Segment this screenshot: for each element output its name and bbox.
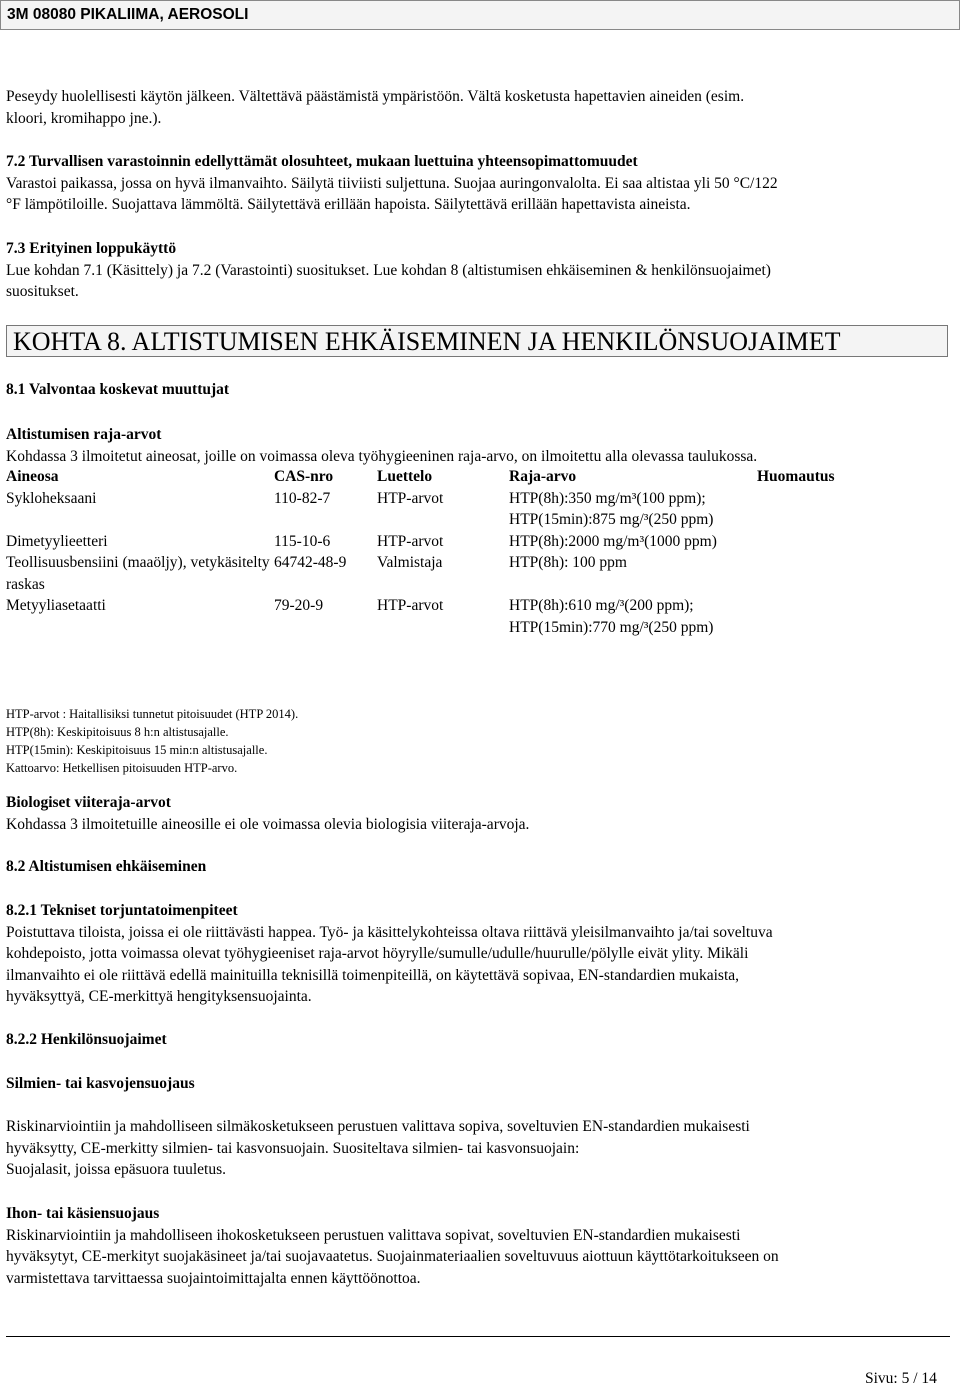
section-8-banner	[6, 325, 948, 357]
table-cell: HTP(8h):350 mg/m³(100 ppm); HTP(15min):875 mg/³(250 ppm)	[509, 489, 714, 528]
section-heading: 8.1 Valvontaa koskevat muuttujat	[6, 381, 230, 398]
column-header: Aineosa	[6, 468, 59, 485]
subsection-heading: Silmien- tai kasvojensuojaus	[6, 1075, 195, 1092]
column-header: Huomautus	[757, 468, 835, 485]
text-line: varmistettava tarvittaessa suojaintoimittajalta ennen käyttöönottoa.	[6, 1269, 421, 1287]
section-7-3	[6, 238, 951, 303]
biological-limits	[6, 792, 951, 835]
text-line: Poistuttava tiloista, joissa ei ole riittävästi happea. Työ- ja käsittelykohteissa oltava riittävä yleisilmanvaihto ja/tai soveltuva	[6, 923, 773, 941]
footer-divider	[6, 1336, 950, 1337]
table-cell: HTP(8h):2000 mg/m³(1000 ppm)	[509, 532, 717, 550]
section-heading: 8.2 Altistumisen ehkäiseminen	[6, 858, 207, 875]
text-line: Suojalasit, joissa epäsuora tuuletus.	[6, 1161, 226, 1178]
table-cell: HTP(8h):610 mg/³(200 ppm); HTP(15min):770 mg/³(250 ppm)	[509, 597, 714, 636]
eye-protection	[6, 1073, 951, 1095]
text-line: ilmanvaihto ei ole riittävä edellä mainituilla teknisillä toimenpiteillä, on käytettävä sopivaa, EN-standardien mukaista,	[6, 966, 740, 984]
section-8-2-1	[6, 900, 951, 1008]
section-heading: 8.2.1 Tekniset torjuntatoimenpiteet	[6, 902, 238, 919]
hand-protection	[6, 1203, 951, 1289]
document-header	[0, 0, 960, 30]
exposure-limits	[6, 424, 951, 467]
section-8-1	[6, 379, 951, 401]
section-7-2	[6, 151, 951, 216]
table-cell: HTP-arvot	[377, 489, 444, 507]
text-line: Kohdassa 3 ilmoitetut aineosat, joille on voimassa oleva työhygieeninen raja-arvo, on ilmoitettu alla olevassa taulukossa.	[6, 447, 758, 465]
table-notes	[6, 705, 298, 777]
text-line: Lue kohdan 7.1 (Käsittely) ja 7.2 (Varastointi) suositukset. Lue kohdan 8 (altistumisen ehkäiseminen & henkilönsuojaimet)	[6, 261, 771, 279]
table-cell: HTP(8h): 100 ppm	[509, 554, 627, 571]
note-line: HTP-arvot : Haitallisiksi tunnetut pitoisuudet (HTP 2014).	[6, 707, 299, 721]
text-line: Riskinarviointiin ja mahdolliseen ihokosketukseen perustuen valittava sopivat, soveltuvien EN-standardien mukaisesti	[6, 1226, 741, 1244]
text-line: Varastoi paikassa, jossa on hyvä ilmanvaihto. Säilytä tiiviisti suljettuna. Suojaa auringonvalolta. Ei saa altistaa yli 50 °C/122	[6, 174, 778, 192]
subsection-heading: Ihon- tai käsiensuojaus	[6, 1205, 160, 1222]
section-8-2-2	[6, 1029, 951, 1051]
table-cell: HTP-arvot	[377, 597, 444, 614]
table-cell: Teollisuusbensiini (maaöljy), vetykäsitelty raskas	[6, 554, 270, 593]
column-header: Luettelo	[377, 468, 433, 485]
text-line: hyväksyttyä, CE-merkittyä hengityksensuojainta.	[6, 988, 312, 1005]
section-heading: 7.3 Erityinen loppukäyttö	[6, 240, 177, 257]
exposure-limits-table	[6, 466, 951, 638]
eye-protection-text	[6, 1116, 951, 1181]
table-cell: 110-82-7	[274, 489, 331, 507]
text-line: Riskinarviointiin ja mahdolliseen silmäkosketukseen perustuen valittava sopiva, soveltuvien EN-standardien mukaisesti	[6, 1118, 750, 1135]
table-cell: Dimetyylieetteri	[6, 532, 108, 550]
table-cell	[757, 488, 951, 531]
table-cell	[757, 595, 951, 638]
table-cell: 64742-48-9	[274, 554, 347, 571]
text-line: kloori, kromihappo jne.).	[6, 109, 162, 127]
table-row	[6, 488, 951, 531]
section-8-2	[6, 856, 951, 878]
table-row	[6, 531, 951, 553]
note-line: HTP(8h): Keskipitoisuus 8 h:n altistusajalle.	[6, 725, 229, 739]
column-header: CAS-nro	[274, 468, 334, 485]
product-title: 3M 08080 PIKALIIMA, AEROSOLI	[7, 6, 249, 23]
text-line: Peseydy huolellisesti käytön jälkeen. Vältettävä päästämistä ympäristöön. Vältä kosketusta hapettavien aineiden (esim.	[6, 88, 745, 105]
table-cell: 115-10-6	[274, 532, 331, 550]
intro-paragraph	[6, 86, 951, 129]
text-line: kohdepoisto, jotta voimassa olevat työhygieeniset raja-arvot höyrylle/sumulle/udulle/huurulle/pölylle eivät ylity. Mikäli	[6, 945, 749, 962]
table-row	[6, 552, 951, 595]
column-header: Raja-arvo	[509, 468, 577, 485]
section-title: KOHTA 8. ALTISTUMISEN EHKÄISEMINEN JA HENKILÖNSUOJAIMET	[13, 327, 841, 356]
text-line: hyväksytyt, CE-merkityt suojakäsineet ja/tai suojavaatetus. Suojainmateriaalien soveltuvuus aiottuun käyttötarkoitukseen on	[6, 1248, 779, 1265]
table-cell	[757, 552, 951, 595]
table-cell: Valmistaja	[377, 554, 443, 571]
subsection-heading: Biologiset viiteraja-arvot	[6, 794, 171, 811]
table-header-row	[6, 466, 951, 488]
section-heading: 8.2.2 Henkilönsuojaimet	[6, 1031, 167, 1048]
subsection-heading: Altistumisen raja-arvot	[6, 426, 162, 443]
table-cell: Sykloheksaani	[6, 489, 97, 507]
note-line: Kattoarvo: Hetkellisen pitoisuuden HTP-arvo.	[6, 761, 238, 775]
table-cell: 79-20-9	[274, 597, 324, 614]
page-number: Sivu: 5 / 14	[865, 1370, 937, 1387]
table-cell	[757, 531, 951, 553]
text-line: suositukset.	[6, 283, 79, 300]
table-cell: Metyyliasetaatti	[6, 597, 106, 614]
table-row	[6, 595, 951, 638]
text-line: Kohdassa 3 ilmoitetuille aineosille ei ole voimassa olevia biologisia viiteraja-arvoja.	[6, 815, 530, 833]
section-heading: 7.2 Turvallisen varastoinnin edellyttämät olosuhteet, mukaan luettuina yhteensopimattomuudet	[6, 153, 638, 170]
text-line: °F lämpötiloille. Suojattava lämmöltä. Säilytettävä erillään hapoista. Säilytettävä erillään hapettavista aineista.	[6, 196, 691, 213]
text-line: hyväksytty, CE-merkitty silmien- tai kasvonsuojain. Suositeltava silmien- tai kasvonsuojain:	[6, 1139, 580, 1157]
table-cell: HTP-arvot	[377, 532, 444, 550]
note-line: HTP(15min): Keskipitoisuus 15 min:n altistusajalle.	[6, 743, 268, 757]
